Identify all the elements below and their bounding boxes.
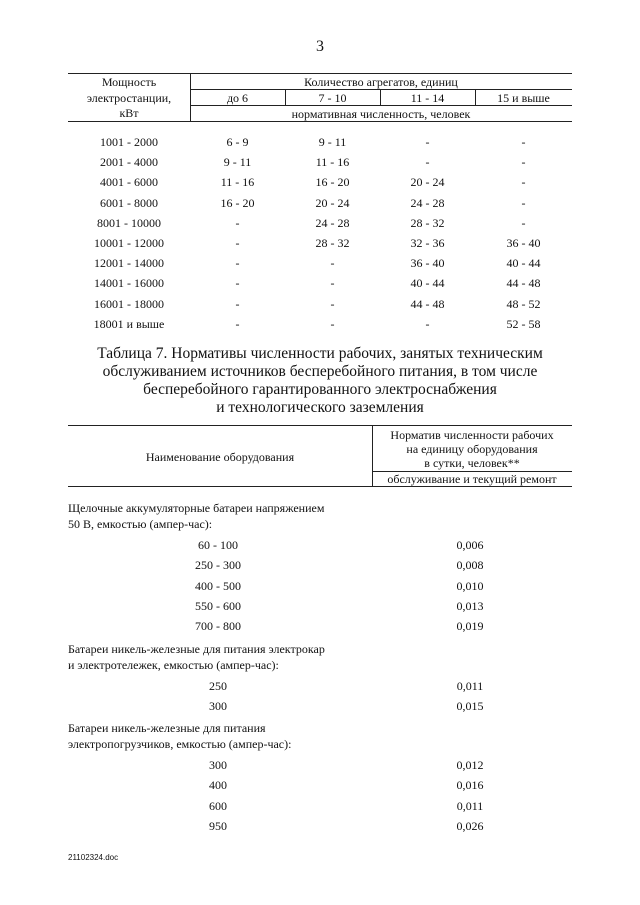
value-cell: - xyxy=(330,256,335,271)
title-line: и технологического заземления xyxy=(216,399,424,416)
header-sub: до 6 xyxy=(226,91,249,105)
norm-value-cell: 0,006 xyxy=(456,538,484,552)
file-name: 21102324.doc xyxy=(68,853,119,862)
group-label: электропогрузчиков, емкостью (ампер-час): xyxy=(68,737,292,752)
capacity-cell: 300 xyxy=(209,758,227,773)
header-norm: Норматив численности рабочих xyxy=(390,428,554,442)
power-cell: 14001 - 16000 xyxy=(94,276,164,291)
value-cell: 48 - 52 xyxy=(506,296,541,311)
value-cell: 44 - 48 xyxy=(410,296,445,311)
header-norm: в сутки, человек** xyxy=(424,456,520,470)
value-cell: 9 - 11 xyxy=(318,135,347,149)
header-power: Мощность xyxy=(101,75,157,89)
capacity-cell: 700 - 800 xyxy=(195,619,241,634)
table-top-border xyxy=(68,425,572,426)
norm-value-cell: 0,013 xyxy=(456,598,484,613)
capacity-cell: 550 - 600 xyxy=(195,598,241,613)
norm-value-cell: 0,011 xyxy=(456,678,484,693)
power-cell: 10001 - 12000 xyxy=(94,236,164,250)
header-maintenance: обслуживание и текущий ремонт xyxy=(387,472,557,486)
power-cell: 8001 - 10000 xyxy=(97,215,161,230)
value-cell: 6 - 9 xyxy=(226,135,249,149)
value-cell: 16 - 20 xyxy=(220,195,255,210)
value-cell: - xyxy=(235,296,240,311)
value-cell: 20 - 24 xyxy=(410,175,445,190)
norm-value-cell: 0,012 xyxy=(456,758,484,773)
capacity-cell: 600 xyxy=(209,798,227,813)
title-line: Таблица 7. Нормативы численности рабочих, занятых техническим xyxy=(97,345,543,362)
group-label: 50 В, емкостью (ампер-час): xyxy=(68,517,213,531)
capacity-cell: 250 xyxy=(209,678,227,693)
header-sub: 11 - 14 xyxy=(410,91,445,105)
value-cell: - xyxy=(521,175,526,190)
header-divider xyxy=(190,105,572,106)
value-cell: 40 - 44 xyxy=(410,276,445,291)
value-cell: 36 - 40 xyxy=(506,236,541,250)
value-cell: - xyxy=(521,135,526,149)
value-cell: - xyxy=(330,296,335,311)
header-bottom-border xyxy=(68,121,572,122)
value-cell: - xyxy=(425,316,430,331)
power-cell: 6001 - 8000 xyxy=(100,195,158,210)
capacity-cell: 950 xyxy=(209,819,227,833)
norm-value-cell: 0,015 xyxy=(456,698,484,713)
value-cell: - xyxy=(425,135,430,149)
value-cell: - xyxy=(235,236,240,250)
header-sub: 7 - 10 xyxy=(318,91,347,105)
value-cell: 16 - 20 xyxy=(315,175,350,190)
header-norm: на единицу оборудования xyxy=(406,442,538,456)
power-cell: 1001 - 2000 xyxy=(100,135,158,149)
header-power: электростанции, xyxy=(86,91,172,105)
norm-value-cell: 0,019 xyxy=(456,619,484,634)
norm-value-cell: 0,008 xyxy=(456,558,484,573)
title-line: бесперебойного гарантированного электроснабжения xyxy=(143,381,497,398)
header-power: кВт xyxy=(119,106,139,120)
value-cell: 44 - 48 xyxy=(506,276,541,291)
value-cell: 24 - 28 xyxy=(410,195,445,210)
value-cell: 40 - 44 xyxy=(506,256,541,271)
value-cell: - xyxy=(521,155,526,170)
header-sub: 15 и выше xyxy=(497,91,550,105)
value-cell: 32 - 36 xyxy=(410,236,445,250)
value-cell: 36 - 40 xyxy=(410,256,445,271)
table-title xyxy=(60,345,580,417)
title-line: обслуживанием источников бесперебойного питания, в том числе xyxy=(102,363,538,380)
header-equipment-name: Наименование оборудования xyxy=(145,450,295,464)
norm-value-cell: 0,010 xyxy=(456,578,484,593)
norm-value-cell: 0,016 xyxy=(456,778,484,793)
group-label: и электротележек, емкостью (ампер-час): xyxy=(68,657,279,672)
value-cell: - xyxy=(521,215,526,230)
power-cell: 12001 - 14000 xyxy=(94,256,164,271)
power-cell: 18001 и выше xyxy=(93,316,165,331)
norm-value-cell: 0,011 xyxy=(456,798,484,813)
group-label: Батареи никель-железные для питания электрокар xyxy=(68,641,325,656)
value-cell: 52 - 58 xyxy=(506,316,541,331)
capacity-cell: 400 xyxy=(209,778,227,793)
value-cell: 11 - 16 xyxy=(315,155,350,170)
capacity-cell: 400 - 500 xyxy=(195,578,241,593)
capacity-cell: 60 - 100 xyxy=(198,538,238,552)
table-top-border xyxy=(68,73,572,74)
header-bottom-border xyxy=(68,486,572,487)
page-number: 3 xyxy=(316,38,324,55)
value-cell: 28 - 32 xyxy=(410,215,445,230)
group-label: Батареи никель-железные для питания xyxy=(68,721,266,736)
value-cell: - xyxy=(330,276,335,291)
value-cell: - xyxy=(235,256,240,271)
power-cell: 4001 - 6000 xyxy=(100,175,158,190)
value-cell: - xyxy=(235,316,240,331)
value-cell: 9 - 11 xyxy=(223,155,252,170)
value-cell: - xyxy=(425,155,430,170)
power-cell: 16001 - 18000 xyxy=(94,296,164,311)
capacity-cell: 250 - 300 xyxy=(195,558,241,573)
power-cell: 2001 - 4000 xyxy=(100,155,158,170)
header-units-title: Количество агрегатов, единиц xyxy=(304,75,458,89)
value-cell: 11 - 16 xyxy=(220,175,255,190)
group-label: Щелочные аккумуляторные батареи напряжением xyxy=(68,501,325,515)
norm-value-cell: 0,026 xyxy=(456,819,484,833)
value-cell: 28 - 32 xyxy=(315,236,350,250)
capacity-cell: 300 xyxy=(209,698,227,713)
value-cell: - xyxy=(521,195,526,210)
header-divider xyxy=(190,89,572,90)
value-cell: - xyxy=(235,215,240,230)
value-cell: - xyxy=(330,316,335,331)
header-norm-label: нормативная численность, человек xyxy=(291,107,471,121)
value-cell: 20 - 24 xyxy=(315,195,350,210)
value-cell: - xyxy=(235,276,240,291)
value-cell: 24 - 28 xyxy=(315,215,350,230)
